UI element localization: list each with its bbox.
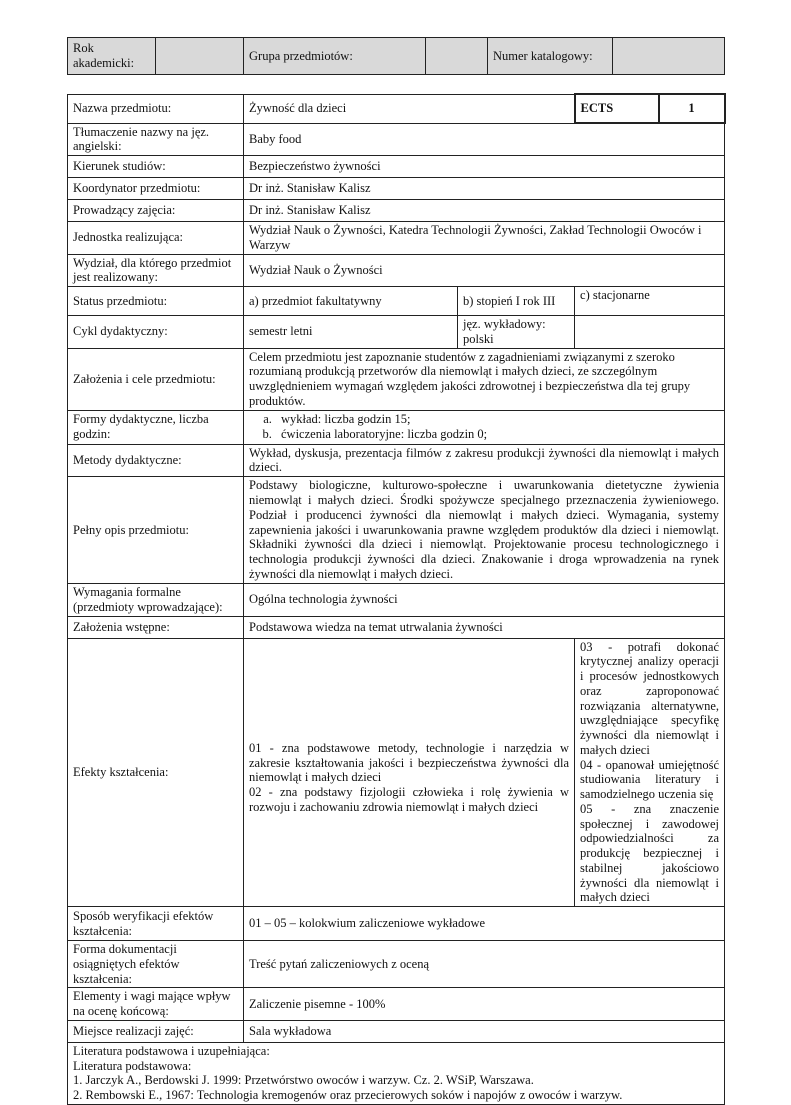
outcome-item: 02 - zna podstawy fizjologii człowieka i rolę żywienia w rozwoju i zachowaniu zdrowia niemowląt i małych dzieci: [249, 785, 570, 814]
outcomes-left: [244, 638, 575, 907]
literature-cell: [68, 1042, 725, 1104]
methods-value: Wykład, dyskusja, prezentacja filmów z zakresu produkcji żywności dla niemowląt i małych dzieci.: [244, 444, 725, 477]
field-of-study-value: Bezpieczeństwo żywności: [244, 156, 725, 178]
cycle-empty-cell: [575, 316, 725, 349]
literature-heading: Literatura podstawowa i uzupełniająca:: [73, 1043, 270, 1058]
course-group-value[interactable]: [426, 38, 488, 75]
coordinator-label: Koordynator przedmiotu:: [68, 178, 244, 200]
description-value: Podstawy biologiczne, kulturowo-społeczne i uwarunkowania dietetyczne żywienia niemowląt i małych dzieci. Środki spożywcze specjalnego przeznaczenia żywieniowego. Podział i producenci żywności dla niemowląt i małych dzieci. Wymagania, systemy zapewnienia jakości i uwarunkowania prawne względem produktów dla dzieci i niemowląt. Składniki żywności dla dzieci i niemowląt. Projektowanie procesu technologicznego i technologia produkcji żywności dla dzieci. Znakowanie i droga wprowadzenia na rynek żywności dla niemowląt i małych dzieci.: [244, 477, 725, 584]
forms-label: Formy dydaktyczne, liczba godzin:: [68, 410, 244, 444]
coordinator-value: Dr inż. Stanisław Kalisz: [244, 178, 725, 200]
unit-label: Jednostka realizująca:: [68, 222, 244, 255]
verification-label: Sposób weryfikacji efektów kształcenia:: [68, 907, 244, 941]
status-mode: c) stacjonarne: [575, 287, 725, 316]
language-value: jęz. wykładowy: polski: [458, 316, 575, 349]
catalog-number-value[interactable]: [613, 38, 725, 75]
grading-label: Elementy i wagi mające wpływ na ocenę końcową:: [68, 988, 244, 1021]
translation-label: Tłumaczenie nazwy na jęz. angielski:: [68, 123, 244, 156]
course-group-label: Grupa przedmiotów:: [244, 38, 426, 75]
goals-label: Założenia i cele przedmiotu:: [68, 348, 244, 410]
instructor-label: Prowadzący zajęcia:: [68, 200, 244, 222]
cycle-label: Cykl dydaktyczny:: [68, 316, 244, 349]
forms-list: [249, 412, 719, 442]
faculty-value: Wydział Nauk o Żywności: [244, 254, 725, 287]
requirements-label: Wymagania formalne (przedmioty wprowadzające):: [68, 584, 244, 617]
ects-value: 1: [659, 94, 725, 123]
literature-item: 1. Jarczyk A., Berdowski J. 1999: Przetwórstwo owoców i warzyw. Cz. 2. WSiP, Warszawa.: [73, 1073, 534, 1088]
outcome-item: 03 - potrafi dokonać krytycznej analizy operacji i procesów jednostkowych oraz zaproponować rozwiązania alternatywne, uwzględniające specyfikę żywności dla niemowląt i małych dzieci: [580, 639, 720, 757]
status-type: a) przedmiot fakultatywny: [244, 287, 458, 316]
academic-year-label: Rok akademicki:: [68, 38, 156, 75]
requirements-value: Ogólna technologia żywności: [244, 584, 725, 617]
methods-label: Metody dydaktyczne:: [68, 444, 244, 477]
course-name-value: Żywność dla dzieci: [244, 94, 575, 123]
prerequisites-value: Podstawowa wiedza na temat utrwalania żywności: [244, 616, 725, 638]
ects-label: ECTS: [575, 94, 659, 123]
outcomes-label: Efekty kształcenia:: [68, 638, 244, 907]
cycle-value: semestr letni: [244, 316, 458, 349]
forms-item: b. ćwiczenia laboratoryjne: liczba godzin 0;: [275, 427, 719, 442]
faculty-label: Wydział, dla którego przedmiot jest realizowany:: [68, 254, 244, 287]
academic-year-value[interactable]: [156, 38, 244, 75]
outcome-item: 05 - zna znaczenie społecznej i zawodowej odpowiedzialności za produkcję bezpiecznej i stabilnej jakościowo żywności dla niemowląt i małych dzieci: [580, 801, 720, 905]
header-table: [67, 37, 725, 75]
documentation-value: Treść pytań zaliczeniowych z oceną: [244, 941, 725, 988]
goals-value: Celem przedmiotu jest zapoznanie studentów z zagadnieniami związanymi z szeroko rozumianą produkcją przetworów dla niemowląt i małych dzieci, ze szczególnym uwzględnieniem wymagań względem jakości zdrowotnej i bezpieczeństwa dla tej grupy produktów.: [244, 348, 725, 410]
status-label: Status przedmiotu:: [68, 287, 244, 316]
status-level: b) stopień I rok III: [458, 287, 575, 316]
field-of-study-label: Kierunek studiów:: [68, 156, 244, 178]
grading-value: Zaliczenie pisemne - 100%: [244, 988, 725, 1021]
forms-value: [244, 410, 725, 444]
literature-subheading: Literatura podstawowa:: [73, 1058, 192, 1073]
course-table: [67, 93, 726, 1105]
location-value: Sala wykładowa: [244, 1020, 725, 1042]
description-label: Pełny opis przedmiotu:: [68, 477, 244, 584]
catalog-number-label: Numer katalogowy:: [488, 38, 613, 75]
prerequisites-label: Założenia wstępne:: [68, 616, 244, 638]
documentation-label: Forma dokumentacji osiągniętych efektów kształcenia:: [68, 941, 244, 988]
location-label: Miejsce realizacji zajęć:: [68, 1020, 244, 1042]
translation-value: Baby food: [244, 123, 725, 156]
literature-item: 2. Rembowski E., 1967: Technologia kremogenów oraz przecierowych soków i napojów z owoców i warzyw.: [73, 1088, 623, 1102]
verification-value: 01 – 05 – kolokwium zaliczeniowe wykładowe: [244, 907, 725, 941]
instructor-value: Dr inż. Stanisław Kalisz: [244, 200, 725, 222]
outcomes-right: [575, 638, 725, 907]
forms-item: a. wykład: liczba godzin 15;: [275, 412, 719, 427]
course-name-label: Nazwa przedmiotu:: [68, 94, 244, 123]
unit-value: Wydział Nauk o Żywności, Katedra Technologii Żywności, Zakład Technologii Owoców i Warzyw: [244, 222, 725, 255]
outcome-item: 01 - zna podstawowe metody, technologie i narzędzia w zakresie kształtowania jakości i bezpieczeństwa żywności dla niemowląt i małych dzieci: [249, 740, 570, 785]
outcome-item: 04 - opanował umiejętność studiowania literatury i samodzielnego uczenia się: [580, 757, 720, 801]
